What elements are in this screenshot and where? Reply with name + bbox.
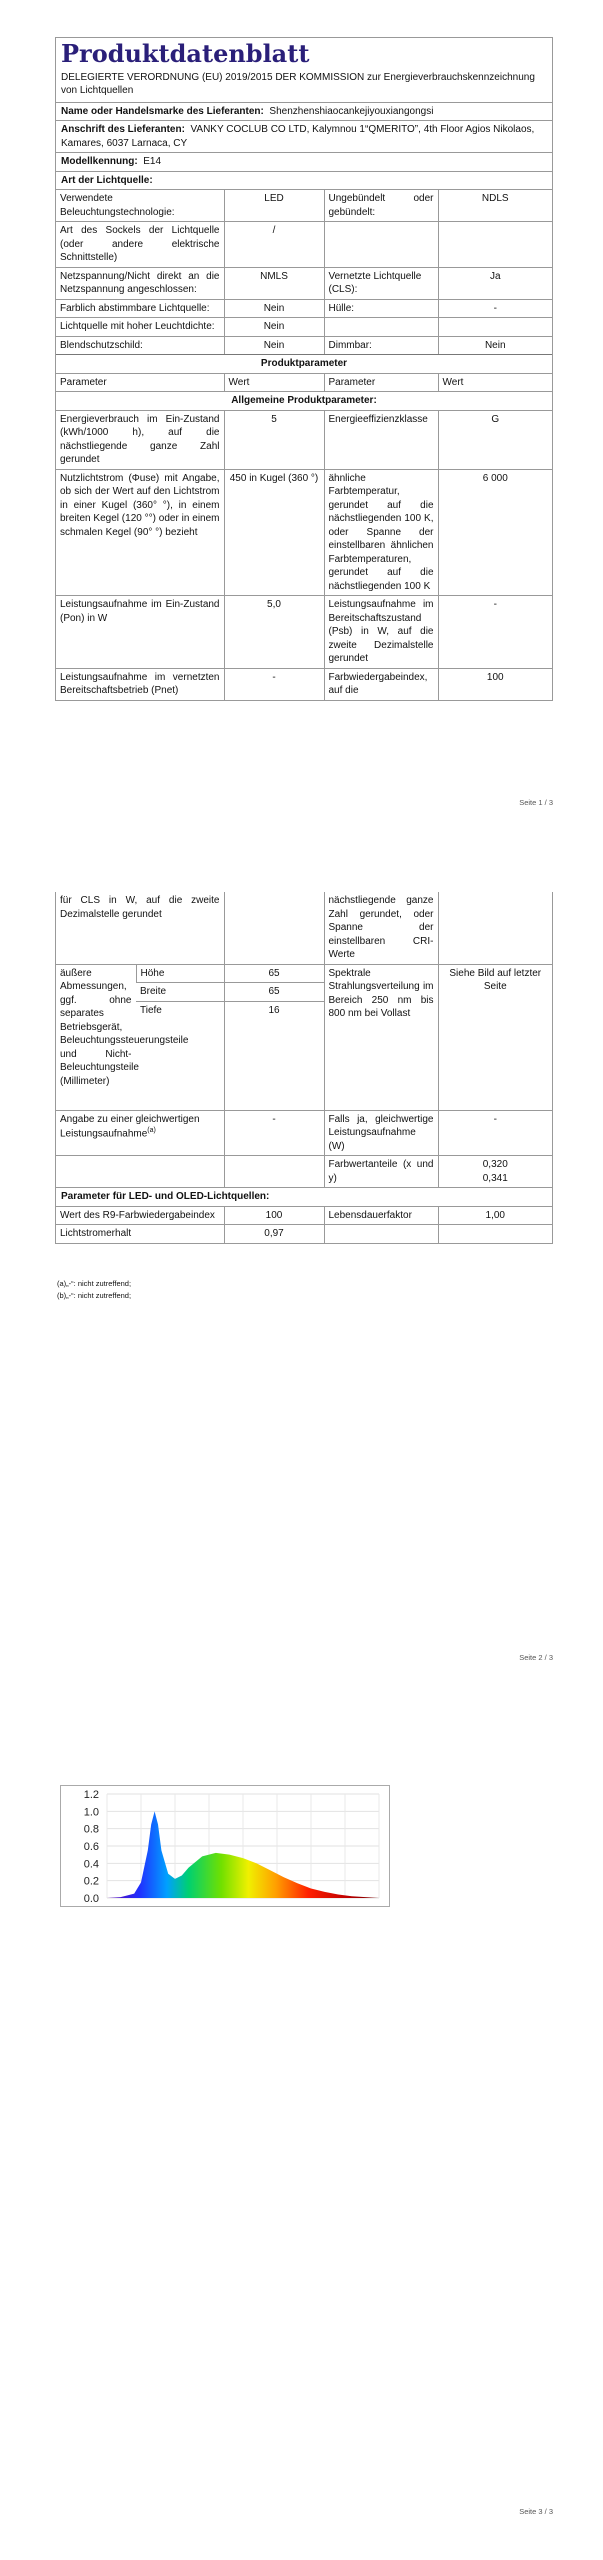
led-params-table [56,1206,552,1243]
param-label [324,318,438,337]
general-params-section: Allgemeine Produktparameter: [56,391,552,410]
param-value: 100 [438,668,552,700]
param-label: Leistungsaufnahme im Bereitschaftszustand (Psb) in W, auf die zweite Dezimalstelle gerundet [324,596,438,669]
table-row [56,190,552,222]
param-value [438,318,552,337]
param-value: - [224,668,324,700]
y-tick-label: 1.2 [83,1789,99,1801]
param-value [224,1156,324,1188]
table-row [56,267,552,299]
general-params-table [56,410,552,700]
spectral-value: Siehe Bild auf letzter Seite [438,964,552,1110]
param-label: nächstliegende ganze Zahl gerundet, oder Spanne der einstellbaren CRI-Werte [324,892,438,964]
param-value [224,892,324,964]
dimensions-row [56,964,552,983]
param-value: 1,00 [438,1206,552,1225]
param-value [438,1225,552,1243]
param-value: LED [224,190,324,222]
param-label: Vernetzte Lichtquelle (CLS): [324,267,438,299]
param-label: Dimmbar: [324,336,438,354]
dimension-name: Tiefe [136,1001,224,1110]
param-label: Verwendete Beleuchtungstechnologie: [56,190,224,222]
param-value: / [224,222,324,268]
model-value: E14 [143,156,162,168]
table-row [56,318,552,337]
param-value: - [438,596,552,669]
param-value [438,222,552,268]
param-label: Leistungsaufnahme im Ein-Zustand (Pon) in W [56,596,224,669]
param-value: - [438,299,552,318]
chromaticity-x: 0,320 [482,1159,508,1170]
table-row [56,1206,552,1225]
y-tick-label: 0.0 [83,1893,99,1905]
table-row [56,1225,552,1243]
table-row [56,668,552,700]
param-value: NMLS [224,267,324,299]
column-header: Wert [224,373,324,391]
column-header: Parameter [324,373,438,391]
param-label: für CLS in W, auf die zweite Dezimalstelle gerundet [60,895,220,920]
param-value: Nein [224,336,324,354]
product-params-table [56,373,552,392]
param-label [324,222,438,268]
param-value: Ja [438,267,552,299]
param-value: NDLS [438,190,552,222]
light-source-section: Art der Lichtquelle: [56,171,552,190]
y-tick-label: 0.8 [83,1823,99,1836]
regulation-text: DELEGIERTE VERORDNUNG (EU) 2019/2015 DER KOMMISSION zur Energieverbrauchskennzeichnung von Lichtquellen [61,71,535,97]
spectrum-chart-svg [61,1786,389,1906]
param-label: Farblich abstimmbare Lichtquelle: [56,299,224,318]
page-3 [0,1755,603,2560]
model-row [56,152,552,171]
param-value [438,1156,552,1188]
page-title: Produktdatenblatt [61,39,310,68]
param-label [56,1156,224,1188]
param-label: Farbwertanteile (x und y) [324,1156,438,1188]
y-tick-label: 0.2 [83,1875,99,1888]
param-value: Nein [224,299,324,318]
param-label: Netzspannung/Nicht direkt an die Netzspannung angeschlossen: [56,267,224,299]
supplier-address-row [56,120,552,152]
footnotes [57,1278,131,1302]
spectrum-chart [60,1785,390,1907]
param-value: - [438,1110,552,1156]
param-value: 450 in Kugel (360 °) [224,469,324,596]
datasheet-frame [55,37,553,701]
dimension-value: 65 [224,983,324,1002]
supplier-name-row [56,102,552,121]
footnote-a: (a)„-“: nicht zutreffend; [57,1279,132,1288]
dimension-value: 65 [224,964,324,983]
led-params-section: Parameter für LED- und OLED-Lichtquellen: [56,1187,552,1206]
param-value: Nein [438,336,552,354]
dimension-name: Breite [136,983,224,1002]
param-label: Nutzlichtstrom (Φuse) mit Angabe, ob sich der Wert auf den Lichtstrom in einer Kugel (360° °), in einem breiten Kegel (120 °°) oder in einem schmalen Kegel (90° °) bezieht [56,469,224,596]
param-label: Ungebündelt oder gebündelt: [324,190,438,222]
param-label: Farbwiedergabeindex, auf die [324,668,438,700]
table-row [56,299,552,318]
y-tick-label: 0.6 [83,1841,99,1853]
table-row [56,1110,552,1156]
table-row [56,222,552,268]
footnote-b: (b)„-“: nicht zutreffend; [57,1291,132,1300]
param-label: Hülle: [324,299,438,318]
page-footer: Seite 1 / 3 [519,798,553,807]
param-label: Blendschutzschild: [56,336,224,354]
param-value: 6 000 [438,469,552,596]
continued-table [56,892,552,1187]
product-params-section: Produktparameter [56,354,552,373]
datasheet-frame-continued [55,892,553,1244]
dimensions-label: äußere Abmessungen, ggf. ohne separates Betriebsgerät, Beleuchtungssteuerungsteile und Nicht-Beleuchtungsteile (Millimeter) [56,964,136,1110]
param-label: Energieeffizienzklasse [324,410,438,469]
light-source-table [56,189,552,354]
supplier-address-label: Anschrift des Lieferanten: [61,124,185,136]
param-label: Art des Sockels der Lichtquelle (oder andere elektrische Schnittstelle) [56,222,224,268]
param-label: Lichtstromerhalt [56,1225,224,1243]
column-header: Wert [438,373,552,391]
table-row [56,1156,552,1188]
y-tick-label: 1.0 [83,1806,99,1819]
param-label: Lebensdauerfaktor [324,1206,438,1225]
supplier-name-value: Shenzhenshiaocankejiyouxiangongsi [269,105,434,117]
table-row [56,336,552,354]
supplier-name-label: Name oder Handelsmarke des Lieferanten: [61,105,264,117]
column-header: Parameter [56,373,224,391]
param-label: Falls ja, gleichwertige Leistungsaufnahme (W) [324,1110,438,1156]
table-row [56,892,552,964]
page-footer: Seite 3 / 3 [519,2507,553,2516]
y-tick-label: 0.4 [83,1858,99,1871]
param-value: 0,97 [224,1225,324,1243]
spectral-label: Spektrale Strahlungsverteilung im Bereich 250 nm bis 800 nm bei Vollast [324,964,438,1110]
page-1 [0,0,603,830]
table-row [56,410,552,469]
param-label: Angabe zu einer gleichwertigen Leistungsaufnahme$^{(a)}$ [56,1110,224,1156]
param-value: 100 [224,1206,324,1225]
param-value: 5,0 [224,596,324,669]
table-header-row [56,373,552,391]
param-label: Wert des R9-Farbwiedergabeindex [56,1206,224,1225]
param-value: - [224,1110,324,1156]
chromaticity-y: 0,341 [482,1172,508,1184]
dimension-name: Höhe [136,964,224,983]
table-row [56,469,552,596]
supplier-address-value: VANKY COCLUB CO LTD, Kalymnou 1“QMERITO”, 4th Floor Agios Nikolaos, Kamares, 6037 Larnaca, CY [61,124,535,149]
param-label: Energieverbrauch im Ein-Zustand (kWh/1000 h), auf die nächstliegende ganze Zahl gerundet [56,410,224,469]
param-value: 5 [224,410,324,469]
param-value [438,892,552,964]
param-label [324,1225,438,1243]
param-value: G [438,410,552,469]
param-label: Leistungsaufnahme im vernetzten Bereitschaftsbetrieb (Pnet) [56,668,224,700]
page-2 [0,880,603,1710]
model-label: Modellkennung: [61,156,138,168]
dimension-value: 16 [224,1001,324,1110]
table-row [56,596,552,669]
page-footer: Seite 2 / 3 [519,1653,553,1662]
param-label: Lichtquelle mit hoher Leuchtdichte: [56,318,224,337]
param-value: Nein [224,318,324,337]
param-label: ähnliche Farbtemperatur, gerundet auf die nächstliegenden 100 K, oder Spanne der einstellbaren ähnlichen Farbtemperaturen, gerundet auf die nächstliegenden 100 K [324,469,438,596]
y-axis-ticks [84,1789,99,1905]
